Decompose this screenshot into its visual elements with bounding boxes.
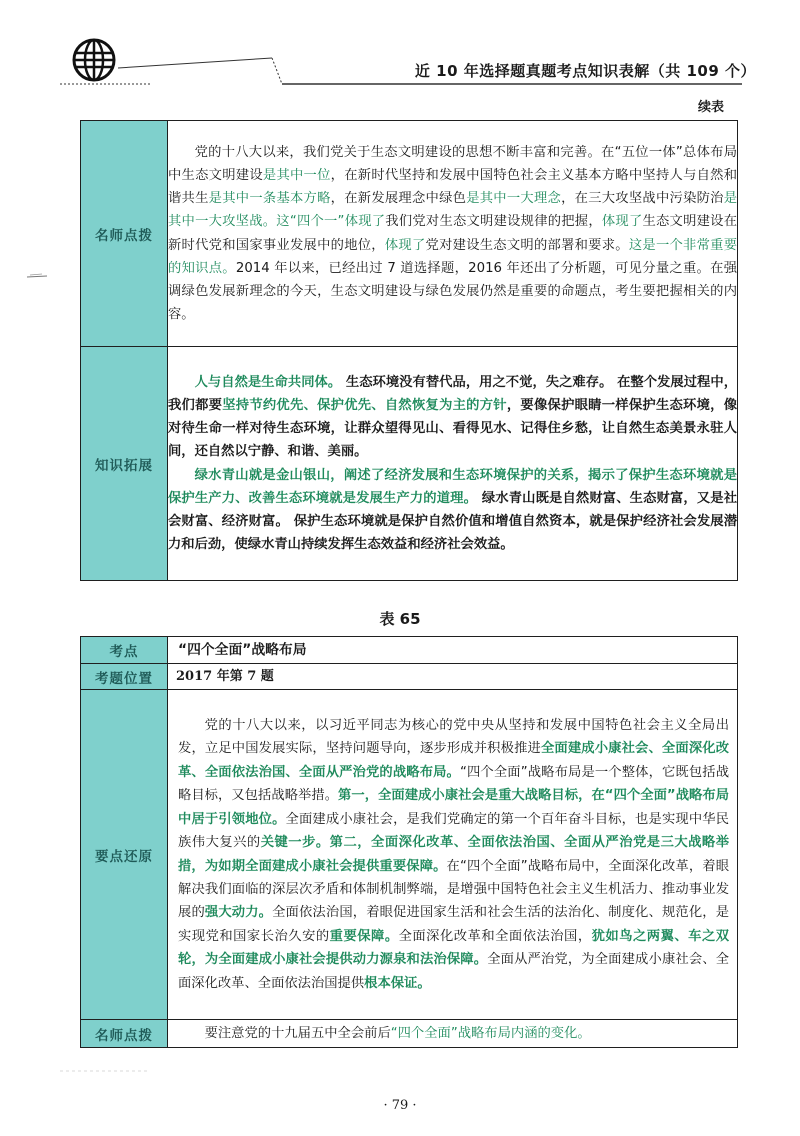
row-label: 知识拓展 bbox=[81, 347, 168, 581]
tip-paragraph bbox=[168, 141, 737, 327]
table-65 bbox=[80, 636, 738, 1048]
text-segment: 第一，全面建成小康社会是重大战略目标，在“四个全面”战略布局中居于引领地位。 bbox=[178, 788, 729, 827]
text-segment: ，在新发展理念中绿色 bbox=[330, 191, 467, 207]
page-header bbox=[0, 0, 800, 115]
continued-label: 续表 bbox=[697, 100, 724, 115]
text-segment: 在“四个全面”战略布局中，全面深化改革，着眼解决我们面临的深层次矛盾和体制机制弊端，是增强中国特色社会主义生机活力、推动事业发展的 bbox=[178, 858, 729, 921]
text-segment: 全面建成小康社会，是我们党确定的第一个百年奋斗目标，也是实现中华民族伟大复兴的 bbox=[178, 811, 730, 851]
row-label: 考题位置 bbox=[81, 664, 168, 690]
text-segment: 重要保障。 bbox=[329, 928, 399, 944]
text-segment: 生态环境没有替代品，用之不觉，失之难存。 在整个发展过程中，我们都要 bbox=[168, 374, 737, 413]
text-segment: 是其中一条基本方略 bbox=[208, 191, 331, 207]
table-caption: 表 65 bbox=[379, 610, 421, 628]
row-content bbox=[168, 1020, 738, 1048]
text-segment: 党对建设生态文明的部署和要求。 bbox=[425, 237, 629, 253]
text-segment: 犹如鸟之两翼、车之双轮，为全面建成小康社会提供动力源泉和法治保障。 bbox=[178, 928, 730, 968]
text-segment: 体现了 bbox=[384, 237, 426, 253]
text-segment: “四个全面”战略布局是一个整体，它既包括战略目标，又包括战略举措。 bbox=[178, 764, 730, 804]
summary-paragraph bbox=[178, 714, 729, 995]
text-segment: 我们党对生态文明建设规律的把握， bbox=[385, 214, 602, 230]
scan-artifact bbox=[60, 1068, 150, 1074]
row-label: 要点还原 bbox=[81, 690, 168, 1020]
text-segment: 是其中一位 bbox=[262, 167, 331, 183]
text-segment: 是其中一大理念 bbox=[466, 191, 562, 207]
row-content bbox=[168, 347, 738, 581]
table-row bbox=[81, 664, 738, 690]
text-segment: 党的十八大以来，我们党关于生态文明建设的思想不断丰富和完善。在“五位一体”总体布局中生态文明建设 bbox=[168, 144, 737, 183]
row-label: 名师点拨 bbox=[81, 121, 168, 347]
text-segment: ，在三大攻坚战中污染防治 bbox=[561, 191, 724, 207]
topic-value: “四个全面”战略布局 bbox=[178, 642, 307, 658]
text-segment: 党的十八大以来，以习近平同志为核心的党中央从坚持和发展中国特色社会主义全局出发，立足中国发展实际，坚持问题导向，逐步形成并积极推进 bbox=[178, 718, 729, 757]
text-segment: 这是一个非常重要的知识点。 bbox=[168, 237, 738, 276]
row-label: 名师点拨 bbox=[81, 1020, 168, 1048]
text-segment: 坚持节约优先、保护优先、自然恢复为主的方针 bbox=[222, 397, 507, 413]
extension-paragraph-2 bbox=[168, 464, 737, 557]
row-content bbox=[168, 664, 738, 690]
table-row bbox=[81, 121, 738, 347]
table-row bbox=[81, 347, 738, 581]
text-segment: 是其中一大攻坚战。这“四个一”体现了 bbox=[168, 191, 738, 230]
globe-icon bbox=[72, 38, 116, 82]
table-row bbox=[81, 1020, 738, 1048]
text-segment: 全面建成小康社会、全面深化改革、全面依法治国、全面从严治党的战略布局。 bbox=[178, 741, 730, 780]
tip-paragraph bbox=[178, 1022, 729, 1045]
exam-position-value: 2017 年第 7 题 bbox=[176, 668, 274, 684]
text-segment: 全面深化改革和全面依法治国， bbox=[398, 928, 592, 944]
row-content bbox=[168, 637, 738, 664]
table-continued bbox=[80, 120, 738, 581]
text-segment: 2014 年以来，已经出过 7 道选择题，2016 年还出了分析题，可见分量之重。在强调绿色发展新理念的今天，生态文明建设与绿色发展仍然是重要的命题点，考生要把握相关的内容。 bbox=[168, 260, 737, 323]
header-rule bbox=[0, 0, 800, 110]
text-segment: 体现了 bbox=[601, 214, 643, 230]
text-segment: 要注意党的十九届五中全会前后 bbox=[204, 1026, 391, 1041]
text-segment: ，在新时代坚持和发展中国特色社会主义基本方略中坚持人与自然和谐共生 bbox=[168, 167, 738, 207]
extension-paragraph-1 bbox=[168, 371, 737, 464]
text-segment: ，要像保护眼睛一样保护生态环境，像对待生命一样对待生态环境，让群众望得见山、看得见水、记得住乡愁，让自然生态美景永驻人间，还自然以宁静、和谐、美丽。 bbox=[168, 397, 738, 460]
text-segment: 人与自然是生命共同体。 bbox=[194, 374, 342, 390]
row-label: 考点 bbox=[81, 637, 168, 664]
row-content bbox=[168, 121, 738, 347]
table-row bbox=[81, 690, 738, 1020]
text-segment: 绿水青山既是自然财富、生态财富，又是社会财富、经济财富。 保护生态环境就是保护自然价值和增值自然资本，就是保护经济社会发展潜力和后劲，使绿水青山持续发挥生态效益和经济社会效益。 bbox=[168, 490, 737, 553]
header-title: 近 10 年选择题真题考点知识表解（共 109 个） bbox=[414, 62, 756, 80]
text-segment: 生态文明建设在新时代党和国家事业发展中的地位， bbox=[168, 214, 737, 253]
text-segment: 第二，全面深化改革、全面依法治国、全面从严治党是三大战略举措，为如期全面建成小康社会提供重要保障。 bbox=[178, 835, 730, 874]
text-segment: 全面从严治党，为全面建成小康社会、全面深化改革、全面依法治国提供 bbox=[178, 952, 730, 991]
text-segment: 强大动力。 bbox=[204, 905, 273, 921]
text-segment: 关键一步。 bbox=[260, 835, 330, 851]
text-segment: “四个全面”战略布局内涵的变化。 bbox=[390, 1026, 591, 1041]
text-segment: 绿水青山就是金山银山，阐述了经济发展和生态环境保护的关系，揭示了保护生态环境就是保护生产力、改善生态环境就是发展生产力的道理。 bbox=[168, 467, 737, 506]
text-segment: 根本保证。 bbox=[364, 975, 431, 991]
table-row bbox=[81, 637, 738, 664]
row-content bbox=[168, 690, 738, 1020]
margin-mark-icon bbox=[26, 272, 48, 280]
page-number: · 79 · bbox=[383, 1098, 417, 1113]
text-segment: 全面依法治国，着眼促进国家生活和社会生活的法治化、制度化、规范化，是实现党和国家长治久安的 bbox=[178, 905, 730, 944]
